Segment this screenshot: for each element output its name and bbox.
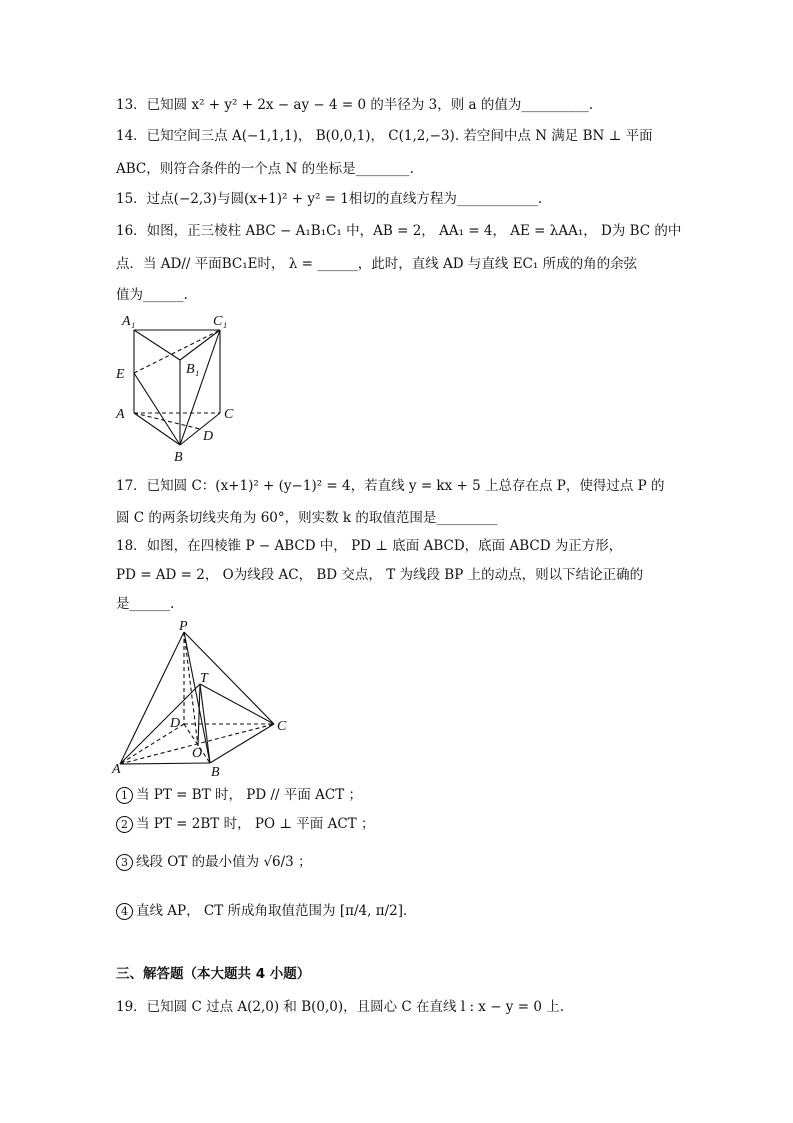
question-18-line1: 18．如图，在四棱锥 P − ABCD 中， PD ⊥ 底面 ABCD，底面 ABCD 为正方形， (116, 538, 623, 554)
question-17-line1: 17．已知圆 C：(x+1)² + (y−1)² = 4，若直线 y = kx + 5 上总存在点 P，使得过点 P 的 (116, 478, 665, 494)
option-4 (116, 902, 407, 920)
label-A1: A₁ (122, 314, 136, 329)
option-text: 线段 OT 的最小值为 √6/3 ； (136, 854, 312, 870)
option-2 (116, 815, 374, 833)
label-A-pyr: A (112, 762, 121, 777)
label-T: T (200, 671, 208, 686)
question-15: 15．过点(−2,3)与圆(x+1)² + y² = 1相切的直线方程为____________. (116, 191, 543, 207)
option-number: 1 (116, 787, 133, 804)
label-B1: B₁ (186, 362, 200, 377)
label-D: D (203, 429, 214, 444)
label-P: P (179, 619, 188, 634)
label-D-pyr: D (170, 716, 181, 731)
option-number: 2 (116, 816, 133, 833)
option-1 (116, 786, 362, 804)
option-text: 当 PT = BT 时， PD // 平面 ACT ； (136, 787, 363, 803)
question-18-line3: 是______. (116, 596, 175, 612)
question-14-line2: ABC，则符合条件的一个点 N 的坐标是________. (116, 161, 414, 177)
section-3-title: 三、解答题（本大题共 4 小题） (116, 966, 311, 982)
question-14-line1: 14．已知空间三点 A(−1,1,1)， B(0,0,1)， C(1,2,−3). 若空间中点 N 满足 BN ⊥ 平面 (116, 128, 653, 144)
question-18-line2: PD = AD = 2， O为线段 AC， BD 交点， T 为线段 BP 上的动点，则以下结论正确的 (116, 567, 644, 583)
question-16-line2: 点．当 AD// 平面BC₁E时， λ = ______，此时，直线 AD 与直线 EC₁ 所成的角的余弦 (116, 256, 638, 272)
question-13: 13．已知圆 x² + y² + 2x − ay − 4 = 0 的半径为 3，则 a 的值为__________. (116, 97, 594, 113)
label-E: E (116, 367, 125, 382)
option-3 (116, 853, 312, 871)
label-C1: C₁ (213, 314, 228, 329)
option-number: 4 (116, 903, 133, 920)
label-B: B (174, 450, 183, 465)
question-16-line1: 16．如图，正三棱柱 ABC − A₁B₁C₁ 中，AB = 2， AA₁ = 4， AE = λAA₁， D为 BC 的中 (116, 223, 682, 239)
label-B-pyr: B (211, 765, 220, 778)
prism-figure (110, 305, 250, 465)
question-16-line3: 值为______. (116, 287, 188, 303)
question-19: 19．已知圆 C 过点 A(2,0) 和 B(0,0)，且圆心 C 在直线 l : x − y = 0 上. (116, 999, 564, 1015)
question-17-line2: 圆 C 的两条切线夹角为 60°，则实数 k 的取值范围是_________ (116, 510, 498, 526)
label-C-pyr: C (277, 719, 287, 734)
option-number: 3 (116, 854, 133, 871)
label-C: C (224, 407, 234, 422)
label-A: A (116, 407, 125, 422)
pyramid-figure (110, 616, 300, 778)
label-O: O (192, 746, 203, 761)
option-text: 当 PT = 2BT 时， PO ⊥ 平面 ACT ； (136, 816, 375, 832)
option-text: 直线 AP， CT 所成角取值范围为 [π/4, π/2]. (136, 903, 408, 919)
